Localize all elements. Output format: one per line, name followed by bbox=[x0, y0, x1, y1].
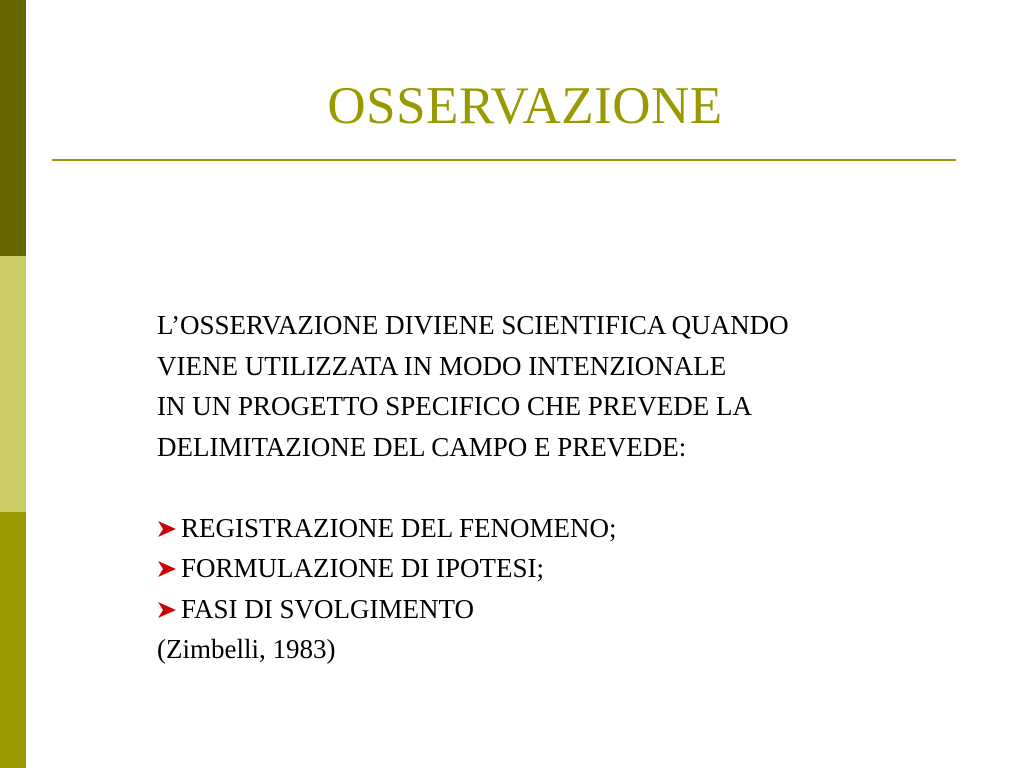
bullet-item bbox=[157, 548, 997, 589]
arrowhead-bullet-icon bbox=[157, 520, 177, 538]
paragraph-line: DELIMITAZIONE DEL CAMPO E PREVEDE: bbox=[157, 431, 687, 462]
bullet-item bbox=[157, 589, 997, 630]
title-divider bbox=[52, 159, 956, 161]
paragraph-line: VIENE UTILIZZATA IN MODO INTENZIONALE bbox=[157, 350, 727, 381]
paragraph-spacer bbox=[157, 467, 997, 508]
arrowhead-bullet-icon bbox=[157, 560, 177, 578]
bullet-text: FASI DI SVOLGIMENTO bbox=[181, 593, 475, 624]
bullet-item bbox=[157, 508, 997, 549]
citation: (Zimbelli, 1983) bbox=[157, 634, 336, 664]
sidebar-segment-light bbox=[0, 256, 26, 512]
slide-title: OSSERVAZIONE bbox=[327, 77, 723, 135]
paragraph-line: L’OSSERVAZIONE DIVIENE SCIENTIFICA QUANDO bbox=[157, 310, 789, 340]
sidebar-segment-dark bbox=[0, 0, 26, 256]
paragraph-line: IN UN PROGETTO SPECIFICO CHE PREVEDE LA bbox=[157, 391, 753, 421]
sidebar-decoration bbox=[0, 0, 26, 768]
arrowhead-bullet-icon bbox=[157, 601, 177, 619]
sidebar-segment-accent bbox=[0, 512, 26, 768]
bullet-text: REGISTRAZIONE DEL FENOMENO; bbox=[181, 512, 617, 543]
bullet-text: FORMULAZIONE DI IPOTESI; bbox=[181, 553, 544, 583]
slide-body bbox=[157, 305, 997, 670]
